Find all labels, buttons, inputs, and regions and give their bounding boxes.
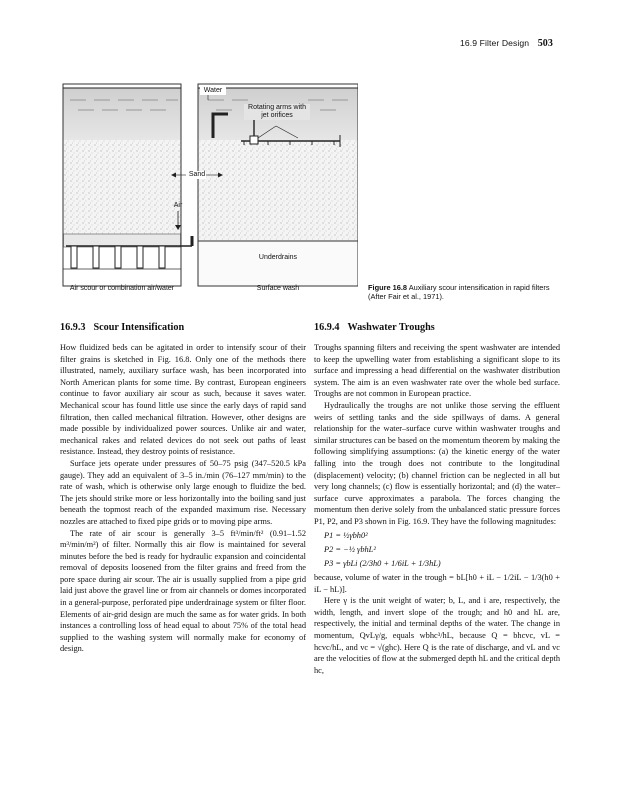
label-underdrains: Underdrains: [258, 254, 298, 261]
filter-diagram: [58, 78, 358, 304]
water-layer-left: [64, 88, 181, 140]
left-column: [60, 322, 306, 655]
caption-label: Figure 16.8: [368, 283, 408, 292]
paragraph: The rate of air scour is generally 3–5 ft³/min/ft² (0.91–1.52 m³/min/m²) of filter. Normally this air flow is maintained for several minutes before the bed is ready for hydraulic expansion and coincidental removal of deposits loosened from the filter grains and freed from the pore space during air scour. The air is usually supplied from a pipe grid laid just above the gravel line or from air channels or domes incorporated in a general-purpose, perforated pipe underdrainage system or filter floor. Elements of air-grid design are much the same as for water grids. In both instances a controlling loss of head equal to about 75% of the total head supplied to the washing system will normally make for economy of design.: [60, 528, 306, 654]
page-number: 503: [537, 38, 553, 49]
running-head-section: 16.9 Filter Design: [460, 38, 530, 48]
sand-layer-right: [199, 140, 358, 241]
figure-16-8: [58, 78, 358, 304]
equation-p2: P2 = −½ γbhL²: [324, 544, 376, 554]
heading-title: Washwater Troughs: [347, 322, 435, 333]
heading-title: Scour Intensification: [93, 322, 185, 333]
paragraph: Hydraulically the troughs are not unlike those serving the effluent weirs of settling tanks and the side spillways of dams. A general relationship for the water–surface curve within washwater troughs and similar structures can be based on the momentum theorem by making the following simplifying assumptions: (a) the kinetic energy of the water falling into the trough does not contribute to the longitudinal (displacement) velocity; (b) channel friction can be neglected in all but very long channels; (c) flow is essentially horizontal; and (d) the water–surface curve approximates a parabola. The forces changing the momentum then derive solely from the unbalanced static pressure forces P1, P2, and P3 shown in Fig. 16.9. They have the following magnitudes:: [314, 400, 560, 526]
equation-p3: P3 = γbLi (2/3h0 + 1/6iL + 1/3hL): [324, 558, 441, 568]
section-heading-16-9-3: [60, 322, 306, 334]
label-water: Water: [200, 87, 226, 95]
sand-layer-left: [64, 140, 181, 234]
label-surface-wash: Surface wash: [256, 285, 300, 292]
air-scour-tank: [63, 84, 192, 286]
heading-number: 16.9.3: [60, 322, 86, 333]
heading-number: 16.9.4: [314, 322, 340, 333]
label-rotating-arms: Rotating arms with jet orifices: [244, 104, 310, 120]
label-sand: Sand: [188, 171, 206, 178]
running-head: [460, 38, 553, 49]
label-air: Air: [173, 202, 183, 209]
gravel-layer-left: [64, 234, 181, 247]
label-air-scour: Air scour or combination air/water: [69, 285, 175, 292]
paragraph: Here γ is the unit weight of water; b, L, and i are, respectively, the width, length, and invert slope of the trough; and h0 and hL are, respectively, the initial and terminal depths of the water. The change in momentum, QvLγ/g, equals wbhc³/hL, because Q = bhcvc, vL = hcvc/hL, and vc = √(ghc). Here Q is the rate of discharge, and vL and vc are the velocities of flow at the submerged depth hL and the critical depth hc,: [314, 596, 560, 675]
paragraph: because, volume of water in the trough = bL[h0 + iL − 1/2iL − 1/3(h0 + iL − hL)].: [314, 573, 560, 594]
equation-p1: P1 = ½γbh0²: [324, 530, 368, 540]
right-column: [314, 322, 560, 676]
caption-text: Auxiliary scour intensification in rapid filters (After Fair et al., 1971).: [368, 283, 550, 302]
paragraph: Surface jets operate under pressures of 50–75 psig (347–520.5 kPa gauge). They add an equivalent of 3–5 in./min (76–127 mm/min) to the rate of wash, which is otherwise only large enough to fluidize the bed. The jets should strike more or less horizontally into the boiling sand just beneath the topmost reach of the expanded maximum rise. Necessary nozzles are attached to fixed pipe grids or to moving pipe arms.: [60, 458, 306, 526]
air-grid-nozzles: [71, 246, 165, 268]
paragraph: Troughs spanning filters and receiving the spent washwater are intended to keep the upwelling water from establishing a significant slope to its surface and impressing a head differential on the washwater distribution system. The aim is an even washwater rate over the whole bed surface. Troughs are not common in European practice.: [314, 343, 560, 399]
section-heading-16-9-4: [314, 322, 560, 334]
figure-caption: [368, 283, 568, 302]
paragraph: How fluidized beds can be agitated in order to intensify scour of their filter grains is sketched in Fig. 16.8. Only one of the methods there illustrated, namely, auxiliary surface wash, has been incorporated into North American plants for some time. By contrast, European engineers continue to favor auxiliary air scour as such, because it saves water. Mechanical scour has found little use since the early days of rapid sand filtration, then called mechanical filtration. However, other designs are made possible by individualized power sources. Unlike air and water, mechanical rakes and related devices do not seek out paths of least resistance. Instead, they destroy points of resistance.: [60, 343, 306, 457]
underdrain-zone: [199, 241, 358, 285]
